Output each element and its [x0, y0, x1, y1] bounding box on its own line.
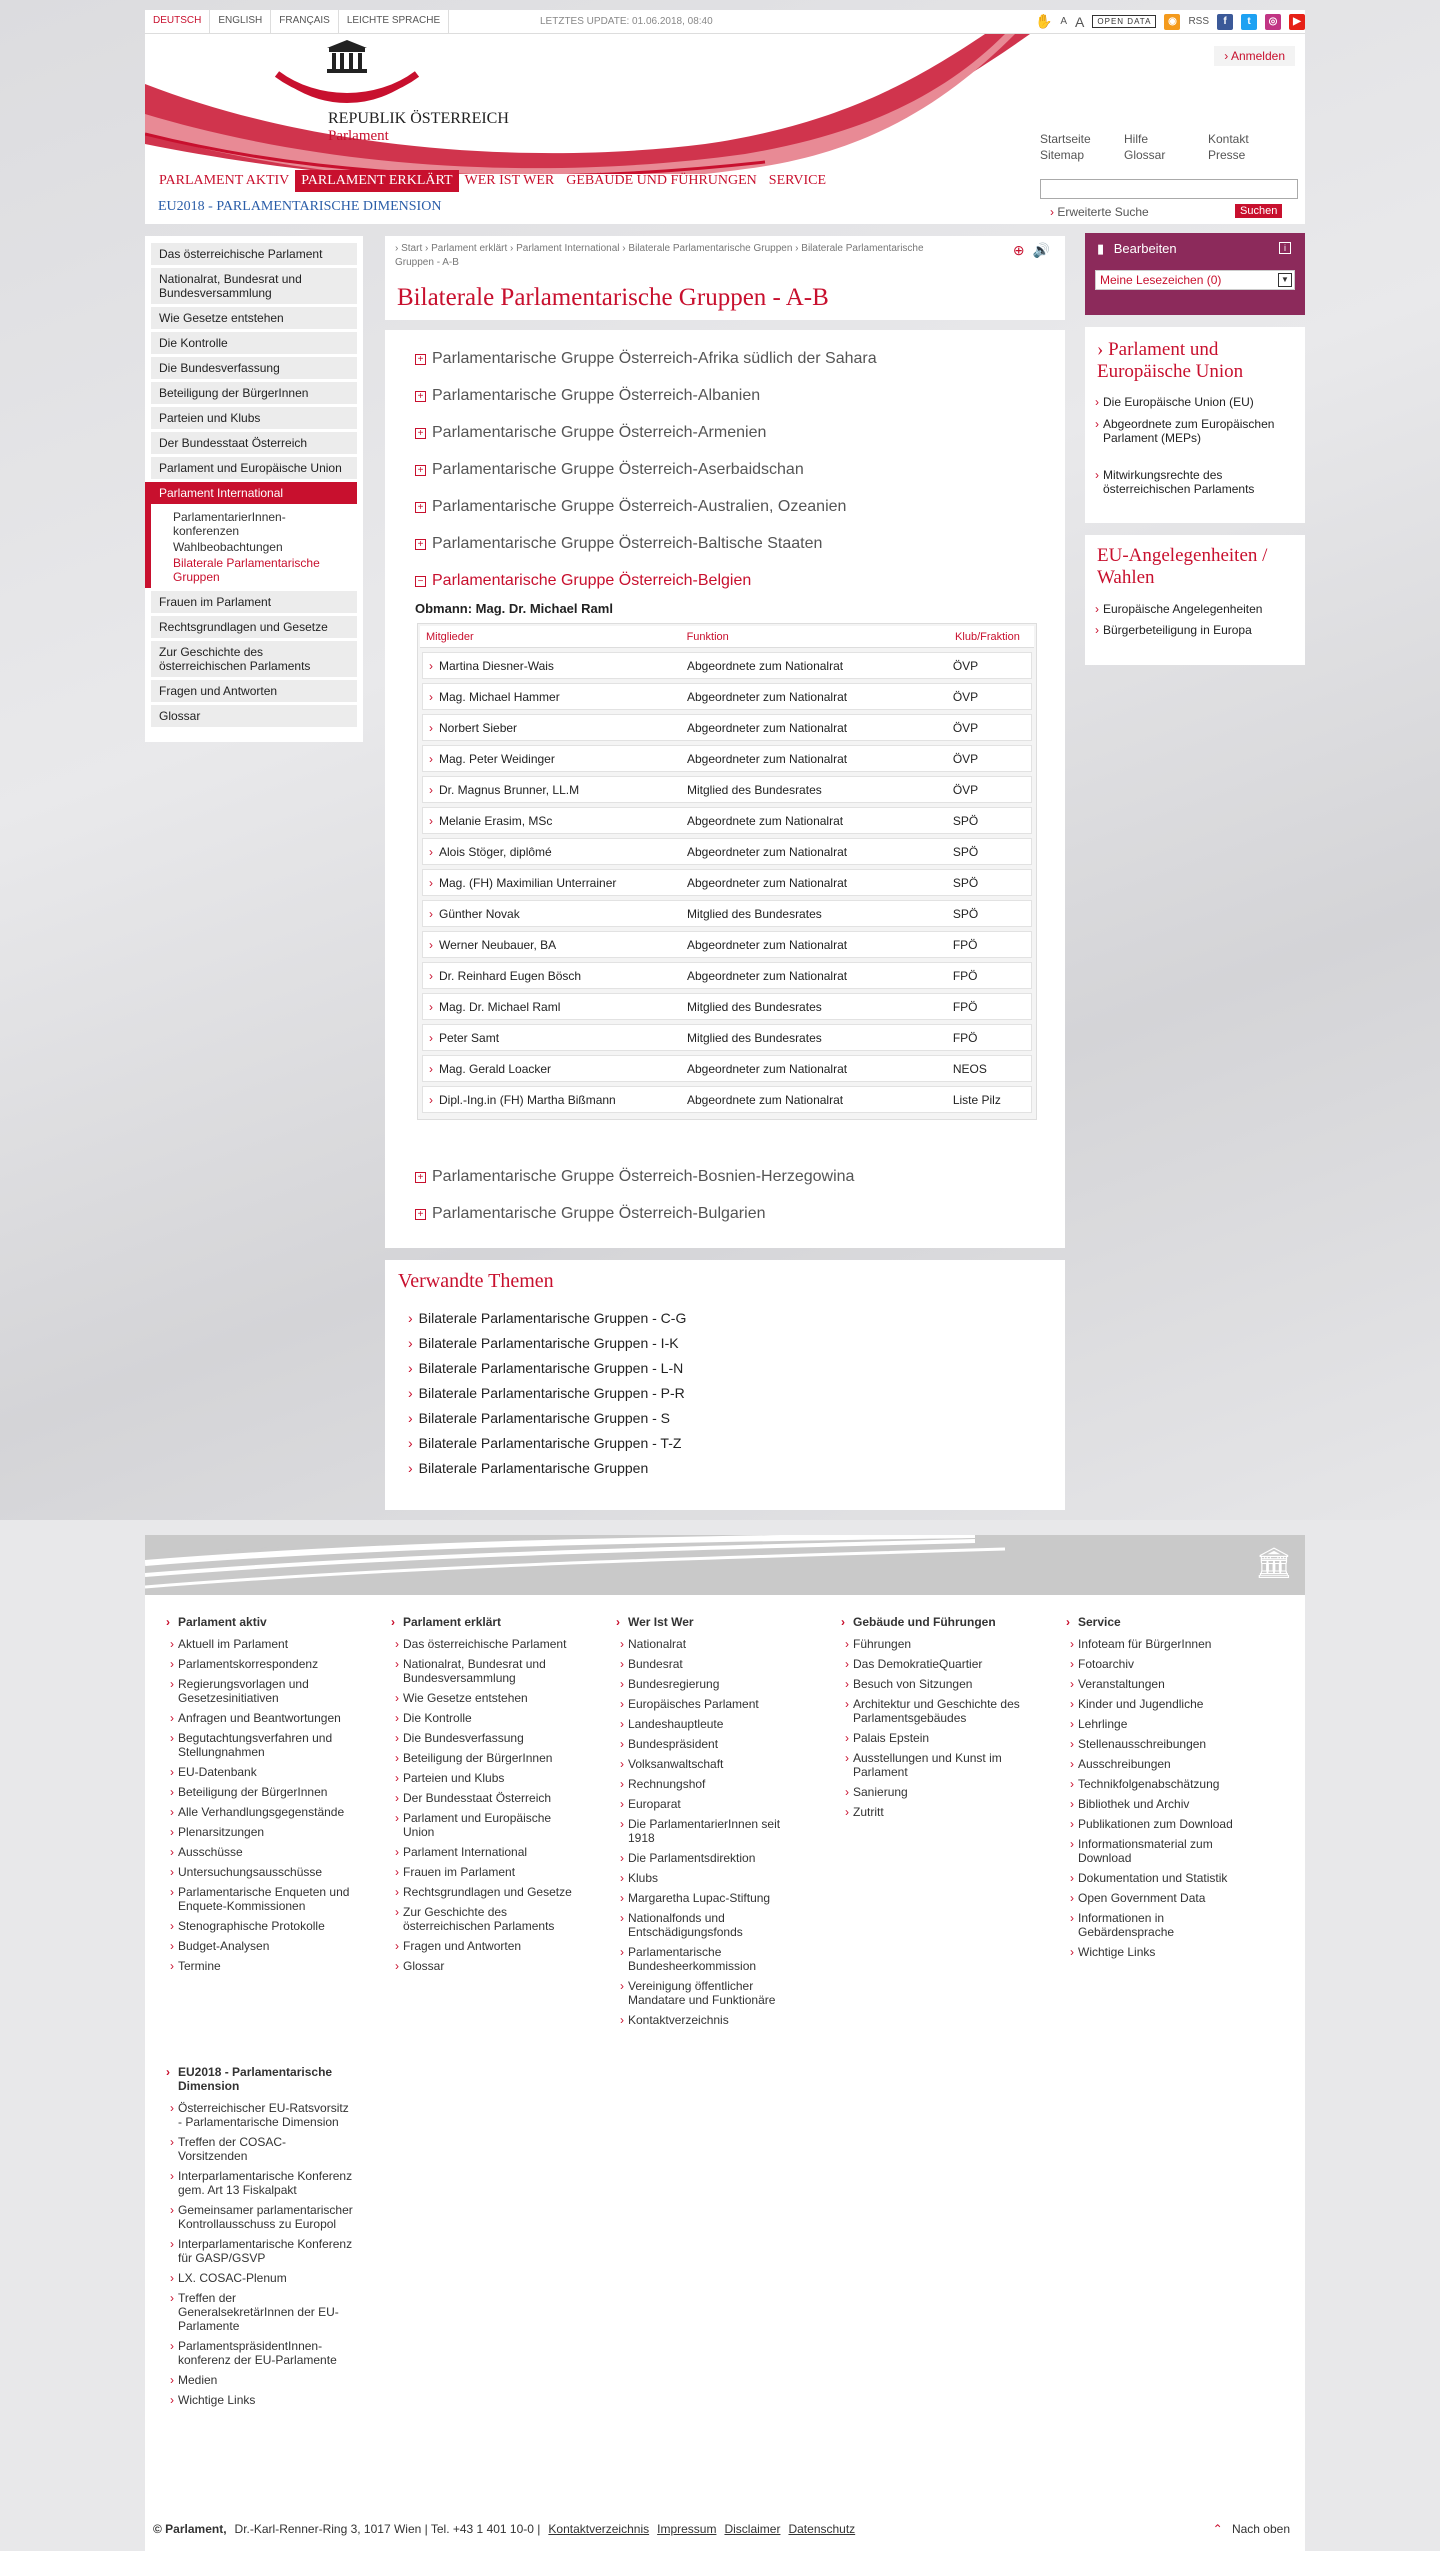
login-label: Anmelden	[1230, 49, 1285, 63]
eu-affairs-box	[1085, 535, 1305, 665]
member-club: SPÖ	[952, 875, 979, 890]
eu-box-title-text: Parlament und Europäische Union	[1097, 339, 1244, 382]
related-topics	[385, 1260, 1065, 1510]
chevron-right-icon: ›	[1050, 205, 1058, 219]
table-row[interactable]	[422, 683, 1032, 710]
footer-link[interactable]: › Zutritt	[845, 1805, 1030, 1819]
expand-icon: +	[415, 1209, 426, 1220]
footer-link[interactable]: › Interparlamentarische Konferenz für GASP/GSVP	[170, 2237, 355, 2265]
login-button[interactable]	[1214, 46, 1295, 66]
footer-banner	[145, 1535, 1305, 1595]
member-name: › Dr. Reinhard Eugen Bösch	[423, 969, 687, 983]
footer-link[interactable]: › Treffen der GeneralsekretärInnen der EU-Parlamente	[170, 2291, 355, 2333]
chevron-down-icon: ▼	[1278, 273, 1292, 287]
footer-link[interactable]: › Parlamentskorrespondenz	[170, 1657, 355, 1671]
group-item-open[interactable]	[415, 572, 751, 590]
table-row[interactable]	[422, 807, 1032, 834]
sign-language-icon[interactable]: ✋	[1034, 13, 1053, 29]
member-name: › Mag. Michael Hammer	[423, 690, 687, 704]
footer-link[interactable]: › Rechtsgrundlagen und Gesetze	[395, 1885, 580, 1899]
member-club: ÖVP	[952, 689, 979, 704]
page-tools	[1013, 242, 1050, 259]
footer-link[interactable]: › Informationsmaterial zum Download	[1070, 1837, 1255, 1865]
lang-de[interactable]: DEUTSCH	[145, 10, 210, 34]
footer-link[interactable]: › Beteiligung der BürgerInnen	[395, 1751, 580, 1765]
footer-link[interactable]: › EU-Datenbank	[170, 1765, 355, 1779]
member-function: Mitglied des Bundesrates	[687, 1030, 822, 1045]
related-title: Verwandte Themen	[398, 1270, 554, 1292]
member-club: FPÖ	[952, 999, 978, 1014]
facebook-icon[interactable]: f	[1217, 14, 1233, 30]
back-to-top-label: Nach oben	[1231, 2522, 1290, 2536]
sidebar-item[interactable]: Fragen und Antworten	[151, 680, 357, 702]
footer-link[interactable]: › Frauen im Parlament	[395, 1865, 580, 1879]
footer-column-title[interactable]: › Service	[1070, 1615, 1270, 1629]
lang-fr[interactable]: FRANÇAIS	[271, 10, 339, 34]
sidebar-item[interactable]: Nationalrat, Bundesrat und Bundesversammlung	[151, 268, 357, 304]
header	[145, 34, 1305, 224]
sidebar-item[interactable]: Die Kontrolle	[151, 332, 357, 354]
sidebar-item[interactable]: Zur Geschichte des österreichischen Parlaments	[151, 641, 357, 677]
footer-link[interactable]: › Veranstaltungen	[1070, 1677, 1255, 1691]
footer-link[interactable]: › ParlamentspräsidentInnen-konferenz der EU-Parlamente	[170, 2339, 355, 2367]
title-box	[385, 236, 1065, 320]
nav-presse[interactable]: Presse	[1208, 148, 1246, 162]
main-nav-wer-ist-wer[interactable]: WER IST WER	[464, 173, 555, 188]
sidebar-item[interactable]: Rechtsgrundlagen und Gesetze	[151, 616, 357, 638]
member-function: Mitglied des Bundesrates	[687, 906, 822, 921]
member-club: FPÖ	[952, 968, 978, 983]
sidebar-item[interactable]: Die Bundesverfassung	[151, 357, 357, 379]
sidebar-subitem[interactable]: ParlamentarierInnen-konferenzen	[173, 510, 286, 538]
expand-icon: +	[415, 391, 426, 402]
open-data-button[interactable]: OPEN DATA	[1092, 15, 1156, 28]
member-function: Abgeordneter zum Nationalrat	[687, 751, 848, 766]
footer-link[interactable]: › Parteien und Klubs	[395, 1771, 580, 1785]
footer-link[interactable]: › Klubs	[620, 1871, 805, 1885]
sidebar-subitem[interactable]: Wahlbeobachtungen	[173, 540, 283, 554]
sidebar-item[interactable]: Parlament und Europäische Union	[151, 457, 357, 479]
bookmark-icon: ▮	[1097, 241, 1108, 256]
sidebar-item[interactable]: Wie Gesetze entstehen	[151, 307, 357, 329]
related-link[interactable]: › Bilaterale Parlamentarische Gruppen - S	[408, 1410, 670, 1426]
group-label: Parlamentarische Gruppe Österreich-Aserbaidschan	[432, 461, 804, 478]
footer-link[interactable]: › Nationalrat, Bundesrat und Bundesversammlung	[395, 1657, 580, 1685]
member-function: Abgeordnete zum Nationalrat	[687, 658, 844, 673]
member-function: Abgeordnete zum Nationalrat	[687, 813, 844, 828]
main-nav-parlament-erklaert[interactable]: PARLAMENT ERKLÄRT	[295, 170, 458, 192]
footer-link[interactable]: › Untersuchungsausschüsse	[170, 1865, 355, 1879]
related-link[interactable]: › Bilaterale Parlamentarische Gruppen - T-Z	[408, 1435, 681, 1451]
brand-line-2: Parlament	[328, 128, 389, 144]
sidebar-item[interactable]: Das österreichische Parlament	[151, 243, 357, 265]
search-button[interactable]: Suchen	[1235, 204, 1282, 218]
footer-link[interactable]: › Landeshauptleute	[620, 1717, 805, 1731]
footer-link[interactable]: › Palais Epstein	[845, 1731, 1030, 1745]
collapse-icon: −	[415, 576, 426, 587]
footer-link[interactable]: › Informationen in Gebärdensprache	[1070, 1911, 1255, 1939]
footer-link[interactable]: › Das DemokratieQuartier	[845, 1657, 1030, 1671]
group-label: Parlamentarische Gruppe Österreich-Afrika südlich der Sahara	[432, 350, 877, 367]
page-title: Bilaterale Parlamentarische Gruppen - A-B	[397, 284, 829, 311]
eu-affairs-title: EU-Angelegenheiten / Wahlen	[1097, 545, 1268, 588]
footer-column-title[interactable]: › Wer Ist Wer	[620, 1615, 820, 1629]
table-header	[420, 626, 1034, 648]
eu-box	[1085, 327, 1305, 523]
member-function: Mitglied des Bundesrates	[687, 999, 822, 1014]
table-row[interactable]	[422, 1055, 1032, 1082]
group-label: Parlamentarische Gruppe Österreich-Bulgarien	[432, 1205, 766, 1222]
member-function: Abgeordneter zum Nationalrat	[687, 844, 848, 859]
member-club: ÖVP	[952, 658, 979, 673]
footer-link[interactable]: › Ausstellungen und Kunst im Parlament	[845, 1751, 1030, 1779]
footer-copyright: © Parlament,	[153, 2522, 227, 2536]
related-link[interactable]: › Bilaterale Parlamentarische Gruppen - I-K	[408, 1335, 679, 1351]
footer-link[interactable]: › Regierungsvorlagen und Gesetzesinitiativen	[170, 1677, 355, 1705]
sidebar-item-active[interactable]: Parlament International	[145, 482, 357, 504]
footer-link[interactable]: › Wichtige Links	[1070, 1945, 1255, 1959]
group-item[interactable]	[415, 535, 822, 553]
footer-link[interactable]: › Plenarsitzungen	[170, 1825, 355, 1839]
table-row[interactable]	[422, 1086, 1032, 1113]
group-item[interactable]	[415, 387, 760, 405]
main-nav-service[interactable]: SERVICE	[768, 173, 827, 188]
footer-link[interactable]: › Parlament und Europäische Union	[395, 1811, 580, 1839]
footer-link[interactable]: › Glossar	[395, 1959, 580, 1973]
footer-swoosh	[145, 1535, 1305, 1595]
search-input[interactable]	[1040, 179, 1298, 199]
group-item[interactable]	[415, 1168, 854, 1186]
table-row[interactable]	[422, 900, 1032, 927]
obmann: Obmann: Mag. Dr. Michael Raml	[415, 601, 613, 616]
member-function: Abgeordneter zum Nationalrat	[687, 968, 848, 983]
edit-box	[1085, 233, 1305, 315]
group-label: Parlamentarische Gruppe Österreich-Albanien	[432, 387, 761, 404]
last-update: LETZTES UPDATE: 01.06.2018, 08:40	[540, 16, 713, 27]
members-table	[417, 623, 1037, 1120]
footer-link[interactable]: › Vereinigung öffentlicher Mandatare und Funktionäre	[620, 1979, 805, 2007]
sidebar-item[interactable]: Frauen im Parlament	[151, 591, 357, 613]
footer-link[interactable]: › Die Kontrolle	[395, 1711, 580, 1725]
footer-link[interactable]: › Sanierung	[845, 1785, 1030, 1799]
member-function: Abgeordneter zum Nationalrat	[687, 1061, 848, 1076]
member-function: Mitglied des Bundesrates	[687, 782, 822, 797]
footer-link[interactable]: › Technikfolgenabschätzung	[1070, 1777, 1255, 1791]
footer-link[interactable]: › Die Parlamentsdirektion	[620, 1851, 805, 1865]
footer-column	[845, 1615, 1045, 1825]
member-function: Abgeordneter zum Nationalrat	[687, 720, 848, 735]
footer-link[interactable]: › Die Bundesverfassung	[395, 1731, 580, 1745]
member-club: ÖVP	[952, 751, 979, 766]
col-header: Klub/Fraktion	[955, 630, 1020, 643]
member-function: Abgeordnete zum Nationalrat	[687, 1092, 844, 1107]
member-name: › Alois Stöger, diplômé	[423, 845, 687, 859]
table-row[interactable]	[422, 869, 1032, 896]
footer-link[interactable]: › Parlamentarische Bundesheerkommission	[620, 1945, 805, 1973]
instagram-icon[interactable]: ◎	[1265, 14, 1281, 30]
eu-box-link[interactable]: › Die Europäische Union (EU)	[1103, 395, 1293, 409]
top-icons	[1035, 13, 1305, 30]
footer-link[interactable]: › Bibliothek und Archiv	[1070, 1797, 1255, 1811]
footer-column-title[interactable]: › Parlament aktiv	[170, 1615, 370, 1629]
youtube-icon[interactable]: ▶	[1289, 14, 1305, 30]
footer-link[interactable]: › LX. COSAC-Plenum	[170, 2271, 355, 2285]
footer-link[interactable]: › Beteiligung der BürgerInnen	[170, 1785, 355, 1799]
main-nav-parlament-aktiv[interactable]: PARLAMENT AKTIV	[159, 173, 290, 188]
footer-bottom	[153, 2522, 855, 2536]
sidebar-active-group	[145, 482, 357, 588]
left-sidebar	[145, 236, 363, 742]
parliament-logo-icon[interactable]	[267, 40, 427, 106]
member-name: › Peter Samt	[423, 1031, 687, 1045]
group-item[interactable]	[415, 350, 877, 368]
footer-link[interactable]: › Volksanwaltschaft	[620, 1757, 805, 1771]
parliament-building-icon: 🏛	[1254, 1547, 1293, 1580]
member-function: Abgeordneter zum Nationalrat	[687, 937, 848, 952]
footer-link[interactable]: Datenschutz	[788, 2522, 856, 2536]
nav-hilfe[interactable]: Hilfe	[1124, 132, 1149, 146]
twitter-icon[interactable]: t	[1241, 14, 1257, 30]
table-row[interactable]	[422, 1024, 1032, 1051]
font-small-button[interactable]: A	[1060, 16, 1068, 27]
eu-affairs-link[interactable]: › Bürgerbeteiligung in Europa	[1103, 623, 1293, 637]
footer-link[interactable]: › Alle Verhandlungsgegenstände	[170, 1805, 355, 1819]
table-row[interactable]	[422, 745, 1032, 772]
member-club: SPÖ	[952, 813, 979, 828]
expand-icon: +	[415, 1172, 426, 1183]
footer-link[interactable]: › Bundesrat	[620, 1657, 805, 1671]
sidebar-item[interactable]: Glossar	[151, 705, 357, 727]
footer-link[interactable]: › Ausschreibungen	[1070, 1757, 1255, 1771]
table-row[interactable]	[422, 838, 1032, 865]
footer-link[interactable]: › Das österreichische Parlament	[395, 1637, 580, 1651]
nav-kontakt[interactable]: Kontakt	[1208, 132, 1249, 146]
footer-link[interactable]: › Interparlamentarische Konferenz gem. Art 13 Fiskalpakt	[170, 2169, 355, 2197]
footer-column	[620, 1615, 820, 2033]
lang-easy[interactable]: LEICHTE SPRACHE	[339, 10, 449, 34]
footer-link[interactable]: › Die ParlamentarierInnen seit 1918	[620, 1817, 805, 1845]
footer-link[interactable]: › Führungen	[845, 1637, 1030, 1651]
footer-link[interactable]: › Lehrlinge	[1070, 1717, 1255, 1731]
member-club: ÖVP	[952, 720, 979, 735]
footer-link[interactable]: › Kontaktverzeichnis	[620, 2013, 805, 2027]
member-function: Abgeordneter zum Nationalrat	[687, 875, 848, 890]
advanced-search-link[interactable]	[1050, 205, 1149, 219]
rss-label[interactable]: RSS	[1188, 16, 1209, 27]
member-club: Liste Pilz	[952, 1092, 1001, 1107]
breadcrumb[interactable]: › Start › Parlament erklärt › Parlament International › Bilaterale Parlamentarische Gruppen › Bilaterale Parlamentarische Gruppen - A-B	[395, 243, 924, 268]
member-name: › Mag. Peter Weidinger	[423, 752, 687, 766]
member-name: › Günther Novak	[423, 907, 687, 921]
footer-link[interactable]: › Anfragen und Beantwortungen	[170, 1711, 355, 1725]
expand-icon: +	[415, 465, 426, 476]
sidebar-item[interactable]: Der Bundesstaat Österreich	[151, 432, 357, 454]
table-row[interactable]	[422, 714, 1032, 741]
font-large-button[interactable]: A	[1075, 13, 1085, 30]
info-icon[interactable]: i	[1279, 242, 1291, 254]
footer-link[interactable]: › Besuch von Sitzungen	[845, 1677, 1030, 1691]
footer-link[interactable]: Impressum	[657, 2522, 717, 2536]
group-item[interactable]	[415, 461, 804, 479]
group-label: Parlamentarische Gruppe Österreich-Bosnien-Herzegowina	[432, 1168, 855, 1185]
footer-link[interactable]: › Bundesregierung	[620, 1677, 805, 1691]
nav-glossar[interactable]: Glossar	[1124, 148, 1166, 162]
group-item[interactable]	[415, 1205, 765, 1223]
chevron-up-icon: ⌃	[1212, 2522, 1226, 2536]
member-name: › Norbert Sieber	[423, 721, 687, 735]
footer-link[interactable]: › Publikationen zum Download	[1070, 1817, 1255, 1831]
edit-label: Bearbeiten	[1113, 241, 1177, 256]
member-name: › Mag. (FH) Maximilian Unterrainer	[423, 876, 687, 890]
main-nav	[153, 170, 832, 192]
member-club: ÖVP	[952, 782, 979, 797]
footer-link[interactable]: › Stellenausschreibungen	[1070, 1737, 1255, 1751]
footer-link[interactable]: › Europäisches Parlament	[620, 1697, 805, 1711]
table-body	[420, 652, 1034, 1113]
group-item[interactable]	[415, 424, 766, 442]
expand-icon: +	[415, 354, 426, 365]
member-name: › Martina Diesner-Wais	[423, 659, 687, 673]
footer-link[interactable]: › Parlamentarische Enqueten und Enquete-Kommissionen	[170, 1885, 355, 1913]
member-function: Abgeordneter zum Nationalrat	[687, 689, 848, 704]
eu-box-link[interactable]: › Mitwirkungsrechte des österreichischen Parlaments	[1103, 468, 1293, 496]
footer-link[interactable]: › Österreichischer EU-Ratsvorsitz - Parlamentarische Dimension	[170, 2101, 355, 2129]
groups-panel	[385, 330, 1065, 1248]
footer-column-title[interactable]: › Parlament erklärt	[395, 1615, 595, 1629]
expand-icon: +	[415, 539, 426, 550]
member-name: › Dipl.-Ing.in (FH) Martha Bißmann	[423, 1093, 687, 1107]
member-club: SPÖ	[952, 844, 979, 859]
member-name: › Mag. Dr. Michael Raml	[423, 1000, 687, 1014]
footer-link[interactable]: › Budget-Analysen	[170, 1939, 355, 1953]
related-link[interactable]: › Bilaterale Parlamentarische Gruppen	[408, 1460, 648, 1476]
member-name: › Melanie Erasim, MSc	[423, 814, 687, 828]
footer-link[interactable]: › Dokumentation und Statistik	[1070, 1871, 1255, 1885]
sub-nav-eu2018[interactable]: EU2018 - PARLAMENTARISCHE DIMENSION	[158, 199, 442, 214]
language-switcher	[145, 10, 449, 34]
footer-link[interactable]: › Begutachtungsverfahren und Stellungnahmen	[170, 1731, 355, 1759]
chevron-right-icon: ›	[1097, 339, 1109, 360]
brand-line-1: REPUBLIK ÖSTERREICH	[328, 110, 509, 127]
member-club: SPÖ	[952, 906, 979, 921]
service-nav	[1040, 132, 1292, 162]
expand-icon: +	[415, 428, 426, 439]
col-header: Mitglieder	[426, 630, 474, 643]
group-label: Parlamentarische Gruppe Österreich-Baltische Staaten	[432, 535, 823, 552]
eu-affairs-link[interactable]: › Europäische Angelegenheiten	[1103, 602, 1293, 616]
member-name: › Mag. Gerald Loacker	[423, 1062, 687, 1076]
footer-column	[170, 2065, 370, 2413]
speaker-icon[interactable]: 🔊	[1032, 242, 1050, 258]
footer-link[interactable]: › Open Government Data	[1070, 1891, 1255, 1905]
table-row[interactable]	[422, 776, 1032, 803]
footer-link[interactable]: Kontaktverzeichnis	[548, 2522, 650, 2536]
footer-link[interactable]: › Ausschüsse	[170, 1845, 355, 1859]
nav-startseite[interactable]: Startseite	[1040, 132, 1091, 146]
footer-link[interactable]: › Infoteam für BürgerInnen	[1070, 1637, 1255, 1651]
footer-link[interactable]: › Kinder und Jugendliche	[1070, 1697, 1255, 1711]
footer-link[interactable]: › Wie Gesetze entstehen	[395, 1691, 580, 1705]
table-row[interactable]	[422, 962, 1032, 989]
footer-address: Dr.-Karl-Renner-Ring 3, 1017 Wien | Tel. +43 1 401 10-0 |	[234, 2522, 541, 2536]
expand-icon: +	[415, 502, 426, 513]
sidebar-subitem-current[interactable]: Bilaterale Parlamentarische Gruppen	[173, 556, 320, 584]
back-to-top-link[interactable]	[1213, 2522, 1290, 2536]
footer-link[interactable]: › Bundespräsident	[620, 1737, 805, 1751]
eu-box-link[interactable]: › Abgeordnete zum Europäischen Parlament (MEPs)	[1103, 417, 1293, 445]
bookmarks-value: Meine Lesezeichen (0)	[1100, 273, 1222, 287]
top-bar	[145, 10, 1305, 34]
footer-link[interactable]: › Aktuell im Parlament	[170, 1637, 355, 1651]
footer-link[interactable]: › Treffen der COSAC-Vorsitzenden	[170, 2135, 355, 2163]
footer-column-title[interactable]: › EU2018 - Parlamentarische Dimension	[170, 2065, 370, 2093]
footer-link[interactable]: › Parlament International	[395, 1845, 580, 1859]
member-club: NEOS	[952, 1061, 987, 1076]
table-row[interactable]	[422, 993, 1032, 1020]
member-name: › Werner Neubauer, BA	[423, 938, 687, 952]
col-header: Funktion	[686, 630, 729, 643]
main-nav-gebaeude[interactable]: GEBÄUDE UND FÜHRUNGEN	[566, 173, 757, 188]
footer-link[interactable]: › Termine	[170, 1959, 355, 1973]
member-club: FPÖ	[952, 937, 978, 952]
table-row[interactable]	[422, 652, 1032, 679]
footer	[145, 1535, 1305, 2551]
footer-link[interactable]: › Fotoarchiv	[1070, 1657, 1255, 1671]
footer-link[interactable]: › Stenographische Protokolle	[170, 1919, 355, 1933]
sidebar-item[interactable]: Beteiligung der BürgerInnen	[151, 382, 357, 404]
footer-link[interactable]: › Zur Geschichte des österreichischen Parlaments	[395, 1905, 580, 1933]
sidebar-item[interactable]: Parteien und Klubs	[151, 407, 357, 429]
footer-link[interactable]: › Wichtige Links	[170, 2393, 355, 2407]
footer-link[interactable]: › Rechnungshof	[620, 1777, 805, 1791]
footer-link[interactable]: › Europarat	[620, 1797, 805, 1811]
related-link[interactable]: › Bilaterale Parlamentarische Gruppen - L-N	[408, 1360, 683, 1376]
footer-column	[1070, 1615, 1270, 1965]
bookmarks-select[interactable]	[1095, 270, 1295, 290]
rss-icon[interactable]: ◉	[1164, 14, 1180, 30]
footer-link[interactable]: › Nationalfonds und Entschädigungsfonds	[620, 1911, 805, 1939]
related-link[interactable]: › Bilaterale Parlamentarische Gruppen - C-G	[408, 1310, 686, 1326]
footer-column	[395, 1615, 595, 1979]
edit-button[interactable]	[1097, 241, 1177, 257]
bookmark-add-icon[interactable]: ⊕	[1012, 242, 1025, 258]
group-label: Parlamentarische Gruppe Österreich-Australien, Ozeanien	[432, 498, 847, 515]
footer-link[interactable]: › Nationalrat	[620, 1637, 805, 1651]
nav-sitemap[interactable]: Sitemap	[1040, 148, 1085, 162]
member-name: › Dr. Magnus Brunner, LL.M	[423, 783, 687, 797]
footer-link[interactable]: › Margaretha Lupac-Stiftung	[620, 1891, 805, 1905]
footer-link[interactable]: › Architektur und Geschichte des Parlamentsgebäudes	[845, 1697, 1030, 1725]
member-club: FPÖ	[952, 1030, 978, 1045]
footer-link[interactable]: › Der Bundesstaat Österreich	[395, 1791, 580, 1805]
table-row[interactable]	[422, 931, 1032, 958]
footer-column-title[interactable]: › Gebäude und Führungen	[845, 1615, 1045, 1629]
advanced-search-label: Erweiterte Suche	[1057, 205, 1149, 219]
related-link[interactable]: › Bilaterale Parlamentarische Gruppen - P-R	[408, 1385, 685, 1401]
footer-link[interactable]: › Gemeinsamer parlamentarischer Kontrollausschuss zu Europol	[170, 2203, 355, 2231]
eu-box-title[interactable]	[1097, 339, 1287, 383]
group-label: Parlamentarische Gruppe Österreich-Armenien	[432, 424, 767, 441]
group-item[interactable]	[415, 498, 846, 516]
chevron-right-icon: ›	[1224, 49, 1231, 63]
footer-link[interactable]: Disclaimer	[724, 2522, 781, 2536]
group-label: Parlamentarische Gruppe Österreich-Belgien	[432, 572, 752, 589]
lang-en[interactable]: ENGLISH	[210, 10, 271, 34]
footer-link[interactable]: › Medien	[170, 2373, 355, 2387]
footer-link[interactable]: › Fragen und Antworten	[395, 1939, 580, 1953]
footer-column	[170, 1615, 370, 1979]
